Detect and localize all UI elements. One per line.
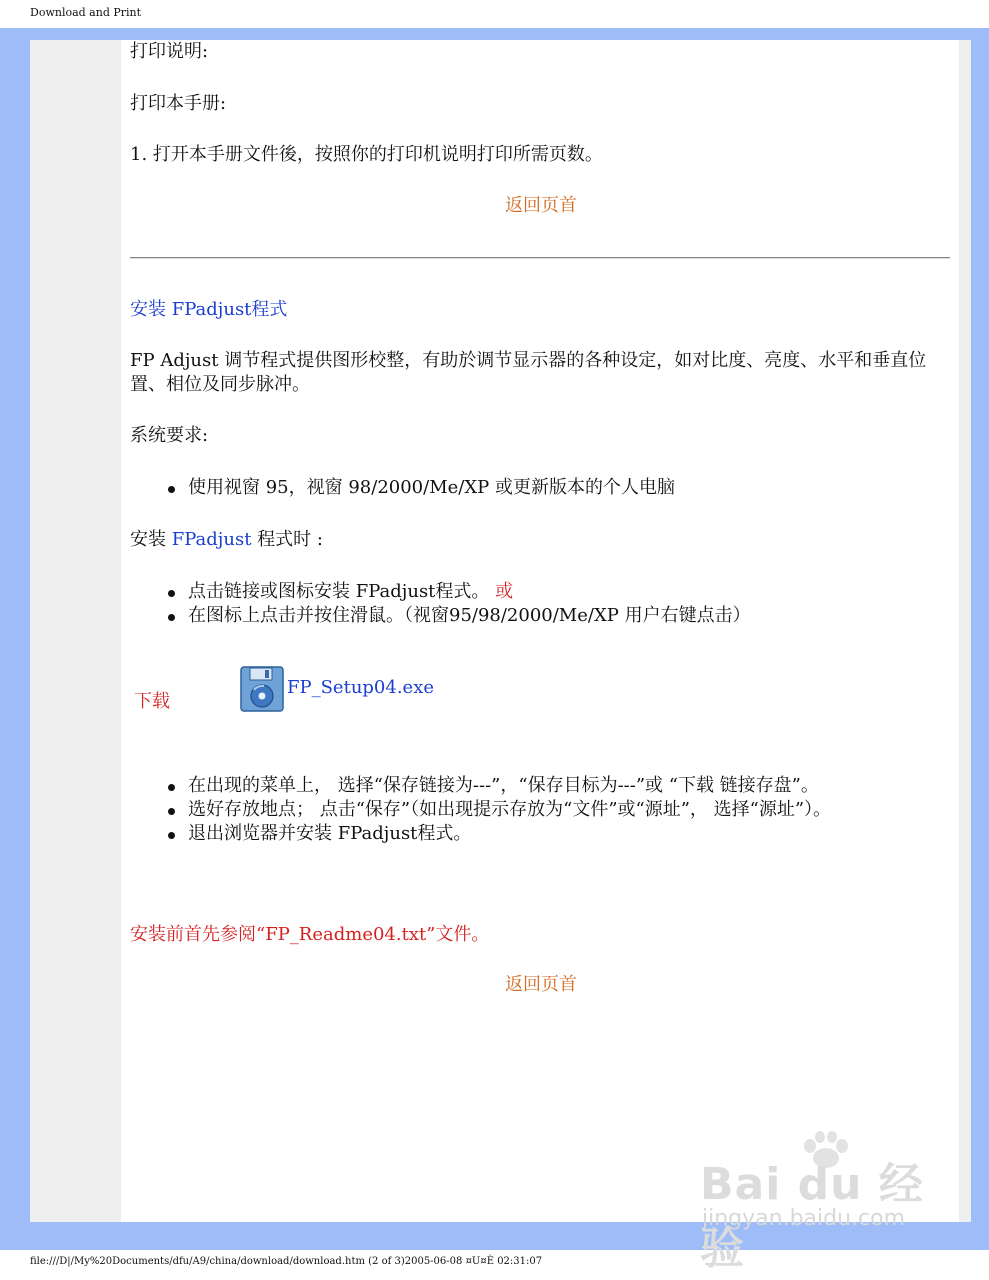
bullet-icon xyxy=(168,614,175,621)
baidu-watermark xyxy=(700,1130,950,1274)
print-manual-subheading: 打印本手册: xyxy=(130,93,227,114)
bullet-icon xyxy=(168,832,175,839)
list-item xyxy=(166,580,926,604)
bullet-icon xyxy=(168,808,175,815)
left-sidebar xyxy=(30,40,121,1222)
watermark-main-text: Bai du 经验 xyxy=(700,1159,924,1274)
list-item xyxy=(166,822,906,846)
download-file-link[interactable]: FP_Setup04.exe xyxy=(287,677,435,698)
back-to-top-link[interactable]: 返回页首 xyxy=(505,974,577,995)
list-item xyxy=(166,476,926,500)
install-step-text: 点击链接或图标安装 FPadjust程式。 xyxy=(188,581,490,602)
fpadjust-link[interactable]: FPadjust xyxy=(171,529,252,550)
or-text: 或 xyxy=(489,581,514,602)
save-steps-list xyxy=(166,774,906,846)
install-prefix: 安装 xyxy=(130,529,172,550)
install-instruction-line xyxy=(130,528,323,552)
print-instructions-heading: 打印说明: xyxy=(130,41,209,62)
install-fpadjust-heading[interactable]: 安装 FPadjust程式 xyxy=(130,299,288,320)
right-sidebar xyxy=(959,40,971,1222)
install-steps-list xyxy=(166,580,926,628)
floppy-disk-icon[interactable] xyxy=(240,666,284,712)
print-step-1: 1. 打开本手册文件後，按照你的打印机说明打印所需页数。 xyxy=(130,144,603,165)
watermark-url-text: jingyan.baidu.com xyxy=(702,1206,906,1231)
back-to-top-link[interactable]: 返回页首 xyxy=(505,195,577,216)
list-item xyxy=(166,798,906,822)
bullet-icon xyxy=(168,486,175,493)
list-item xyxy=(166,774,906,798)
save-step-text: 选好存放地点； 点击“保存”（如出现提示存放为“文件”或“源址”， 选择“源址”）。 xyxy=(188,799,832,820)
requirement-text: 使用视窗 95，视窗 98/2000/Me/XP 或更新版本的个人电脑 xyxy=(188,477,675,498)
print-footer: file:///D|/My%20Documents/dfu/A9/china/download/download.htm (2 of 3)2005-06-08 ¤U¤È 02:31:07 xyxy=(30,1256,543,1267)
download-label: 下载 xyxy=(134,691,170,712)
section-divider xyxy=(130,257,950,259)
save-step-text: 退出浏览器并安装 FPadjust程式。 xyxy=(188,823,472,844)
save-step-text: 在出现的菜单上， 选择“保存链接为---”，“保存目标为---”或 “下载 链接存盘”。 xyxy=(188,775,819,796)
list-item xyxy=(166,604,926,628)
requirements-list xyxy=(166,476,926,500)
bullet-icon xyxy=(168,784,175,791)
bullet-icon xyxy=(168,590,175,597)
system-requirements-label: 系统要求: xyxy=(130,425,209,446)
readme-note: 安装前首先参阅“FP_Readme04.txt”文件。 xyxy=(130,924,490,945)
print-header: Download and Print xyxy=(30,6,142,19)
install-suffix: 程式时 : xyxy=(251,529,323,550)
install-step-text: 在图标上点击并按住滑鼠。（视窗95/98/2000/Me/XP 用户右键点击） xyxy=(188,605,751,626)
fpadjust-description: FP Adjust 调节程式提供图形校整，有助於调节显示器的各种设定，如对比度、亮度、水平和垂直位置、相位及同步脉冲。 xyxy=(130,350,927,395)
